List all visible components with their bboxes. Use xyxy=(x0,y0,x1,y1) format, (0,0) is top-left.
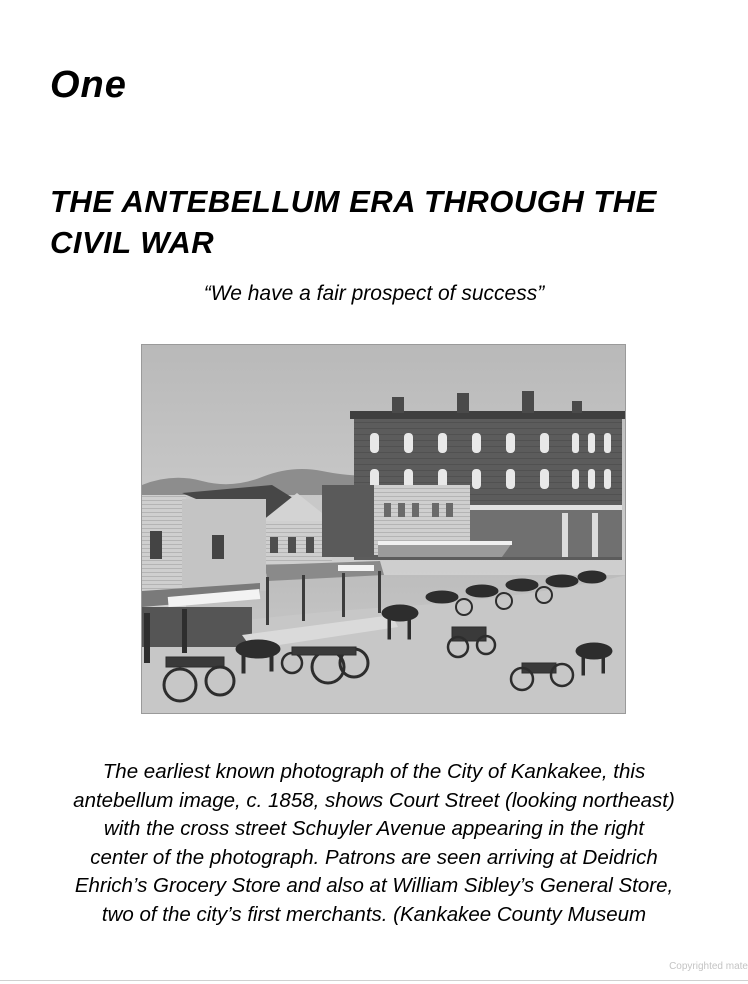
caption-line: antebellum image, c. 1858, shows Court Street (looking northeast) xyxy=(73,788,675,812)
chapter-label: One xyxy=(50,64,127,106)
caption-line: Ehrich’s Grocery Store and also at William Sibley’s General Store, xyxy=(74,874,674,897)
historic-photograph xyxy=(141,344,626,714)
chapter-epigraph: “We have a fair prospect of success” xyxy=(203,282,545,305)
photo-caption xyxy=(30,758,718,929)
caption-line: with the cross street Schuyler Avenue appearing in the right xyxy=(103,817,645,840)
caption-line: two of the city’s first merchants. (Kankakee County Museum xyxy=(101,902,647,926)
chapter-title: THE ANTEBELLUM ERA THROUGH THE CIVIL WAR xyxy=(50,184,657,260)
caption-line: center of the photograph. Patrons are seen arriving at Deidrich xyxy=(90,845,658,869)
copyright-watermark: Copyrighted mate xyxy=(669,961,748,972)
caption-line: The earliest known photograph of the City of Kankakee, this xyxy=(102,760,646,783)
page-bottom-rule xyxy=(0,980,748,981)
street-scene-illustration xyxy=(142,345,626,714)
